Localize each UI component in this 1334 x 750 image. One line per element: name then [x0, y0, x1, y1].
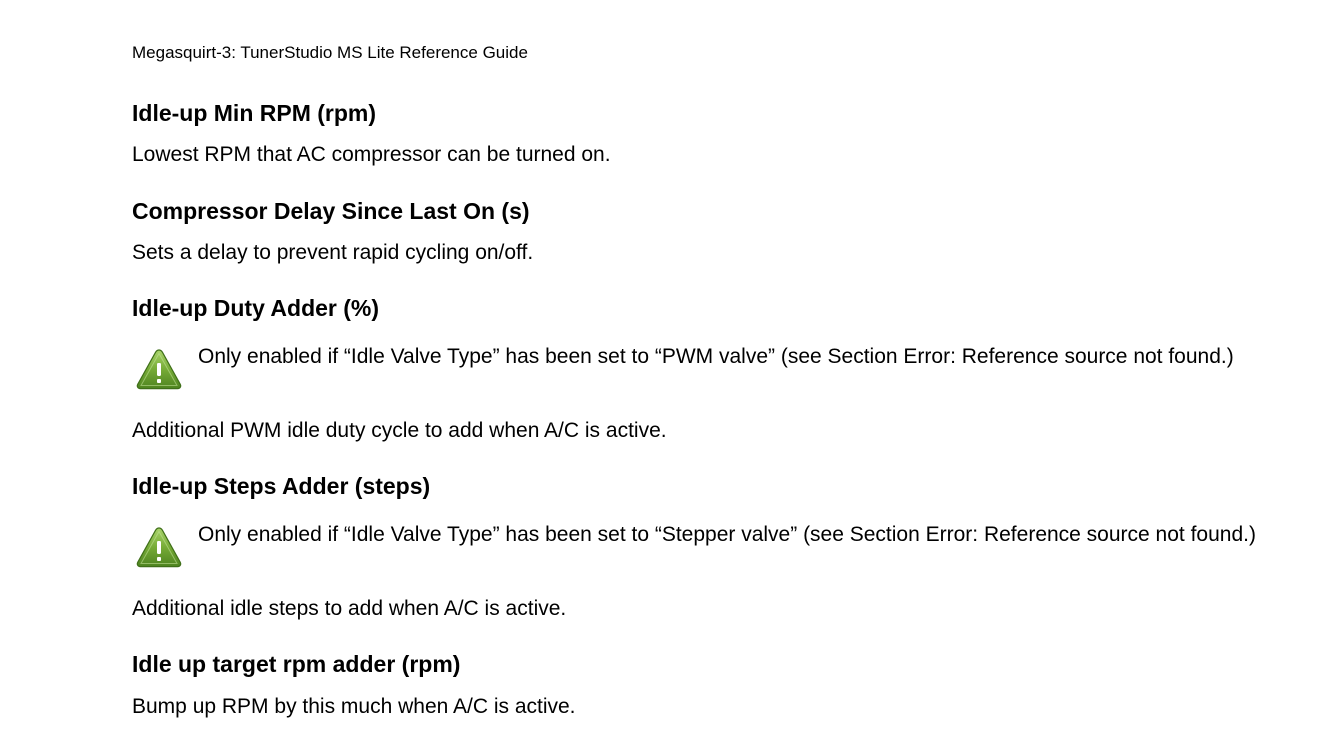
- section-description: Sets a delay to prevent rapid cycling on/off.: [132, 241, 534, 264]
- warning-icon: [136, 526, 182, 568]
- section-description: Additional PWM idle duty cycle to add when A/C is active.: [132, 419, 667, 442]
- warning-note: [132, 522, 1282, 578]
- warning-note-text: Only enabled if “Idle Valve Type” has been set to “PWM valve” (see Section Error: Reference source not found.): [198, 345, 1234, 368]
- running-header: Megasquirt-3: TunerStudio MS Lite Reference Guide: [132, 43, 528, 62]
- section-description: Lowest RPM that AC compressor can be turned on.: [132, 143, 611, 166]
- section-description: Bump up RPM by this much when A/C is active.: [132, 695, 576, 718]
- warning-note: [132, 344, 1282, 400]
- section-heading: Idle-up Min RPM (rpm): [132, 100, 377, 126]
- section-heading: Idle-up Steps Adder (steps): [132, 473, 431, 499]
- section-description: Additional idle steps to add when A/C is active.: [132, 597, 567, 620]
- section-heading: Idle-up Duty Adder (%): [132, 295, 380, 321]
- section-heading: Compressor Delay Since Last On (s): [132, 198, 530, 224]
- warning-icon: [136, 348, 182, 390]
- section-heading: Idle up target rpm adder (rpm): [132, 651, 461, 677]
- warning-note-text: Only enabled if “Idle Valve Type” has been set to “Stepper valve” (see Section Error: Reference source not found.): [198, 523, 1256, 546]
